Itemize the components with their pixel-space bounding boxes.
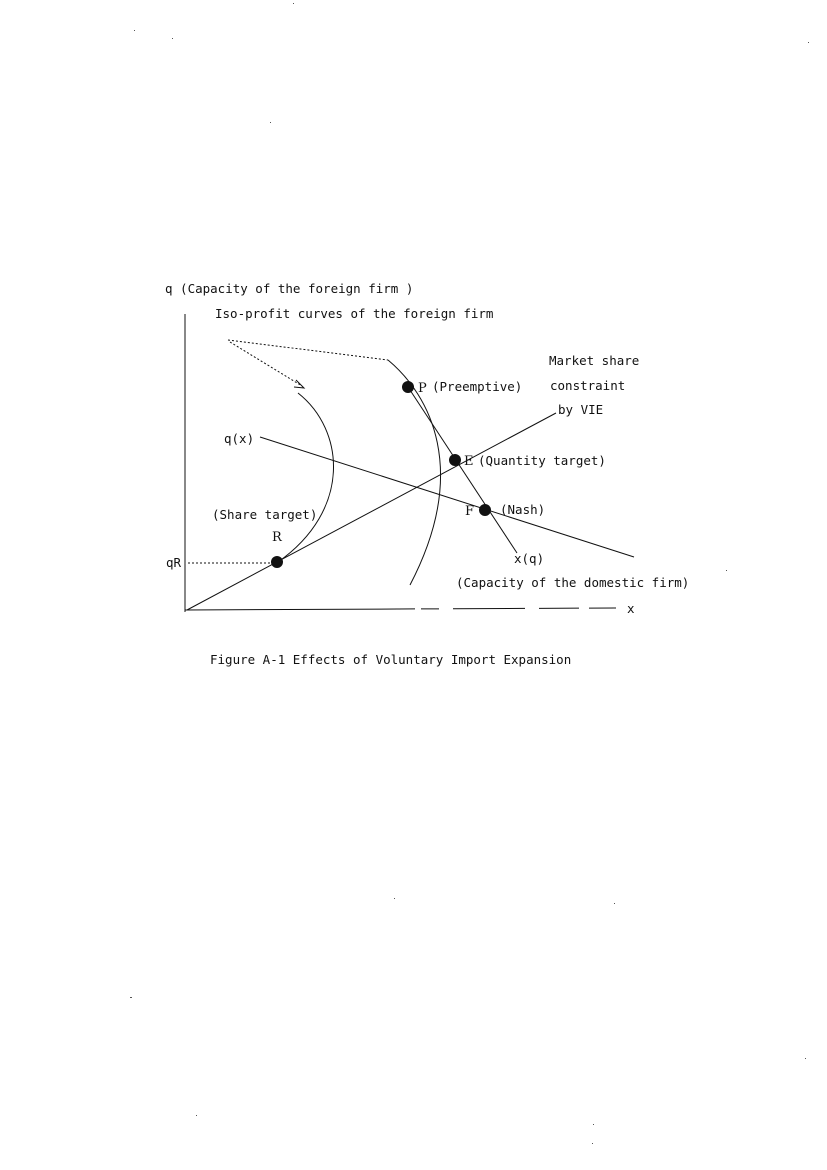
y-axis-label: q (Capacity of the foreign firm ) — [165, 281, 414, 296]
point-f-letter: F — [465, 504, 475, 519]
point-f-desc: (Nash) — [500, 502, 546, 517]
point-r-desc: (Share target) — [212, 507, 318, 522]
market-share-label-2: constraint — [550, 378, 626, 393]
market-share-label-3: by VIE — [558, 402, 604, 417]
x-axis-description: (Capacity of the domestic firm) — [456, 575, 690, 590]
qr-tick-label: qR — [166, 555, 182, 570]
figure-caption: Figure A-1 Effects of Voluntary Import Expansion — [210, 652, 572, 667]
point-e-letter: E — [464, 454, 474, 469]
x-axis-symbol: x — [627, 601, 635, 616]
point-e-marker — [449, 454, 461, 466]
point-r-letter: R — [272, 530, 282, 545]
x-reaction-label: x(q) — [514, 551, 545, 566]
iso-profit-pointer-2 — [230, 342, 302, 386]
point-r-marker — [271, 556, 283, 568]
point-f-marker — [479, 504, 491, 516]
point-p-desc: (Preemptive) — [432, 379, 523, 394]
point-p-letter: P — [418, 381, 427, 396]
x-axis — [185, 608, 616, 610]
iso-profit-pointer-1 — [228, 340, 388, 360]
point-e-desc: (Quantity target) — [478, 453, 606, 468]
point-p-marker — [402, 381, 414, 393]
scan-specks — [130, 3, 809, 1144]
q-reaction-label: q(x) — [224, 431, 255, 446]
market-share-label-1: Market share — [549, 353, 640, 368]
x-reaction-line — [408, 387, 517, 553]
iso-profit-label: Iso-profit curves of the foreign firm — [215, 306, 494, 321]
